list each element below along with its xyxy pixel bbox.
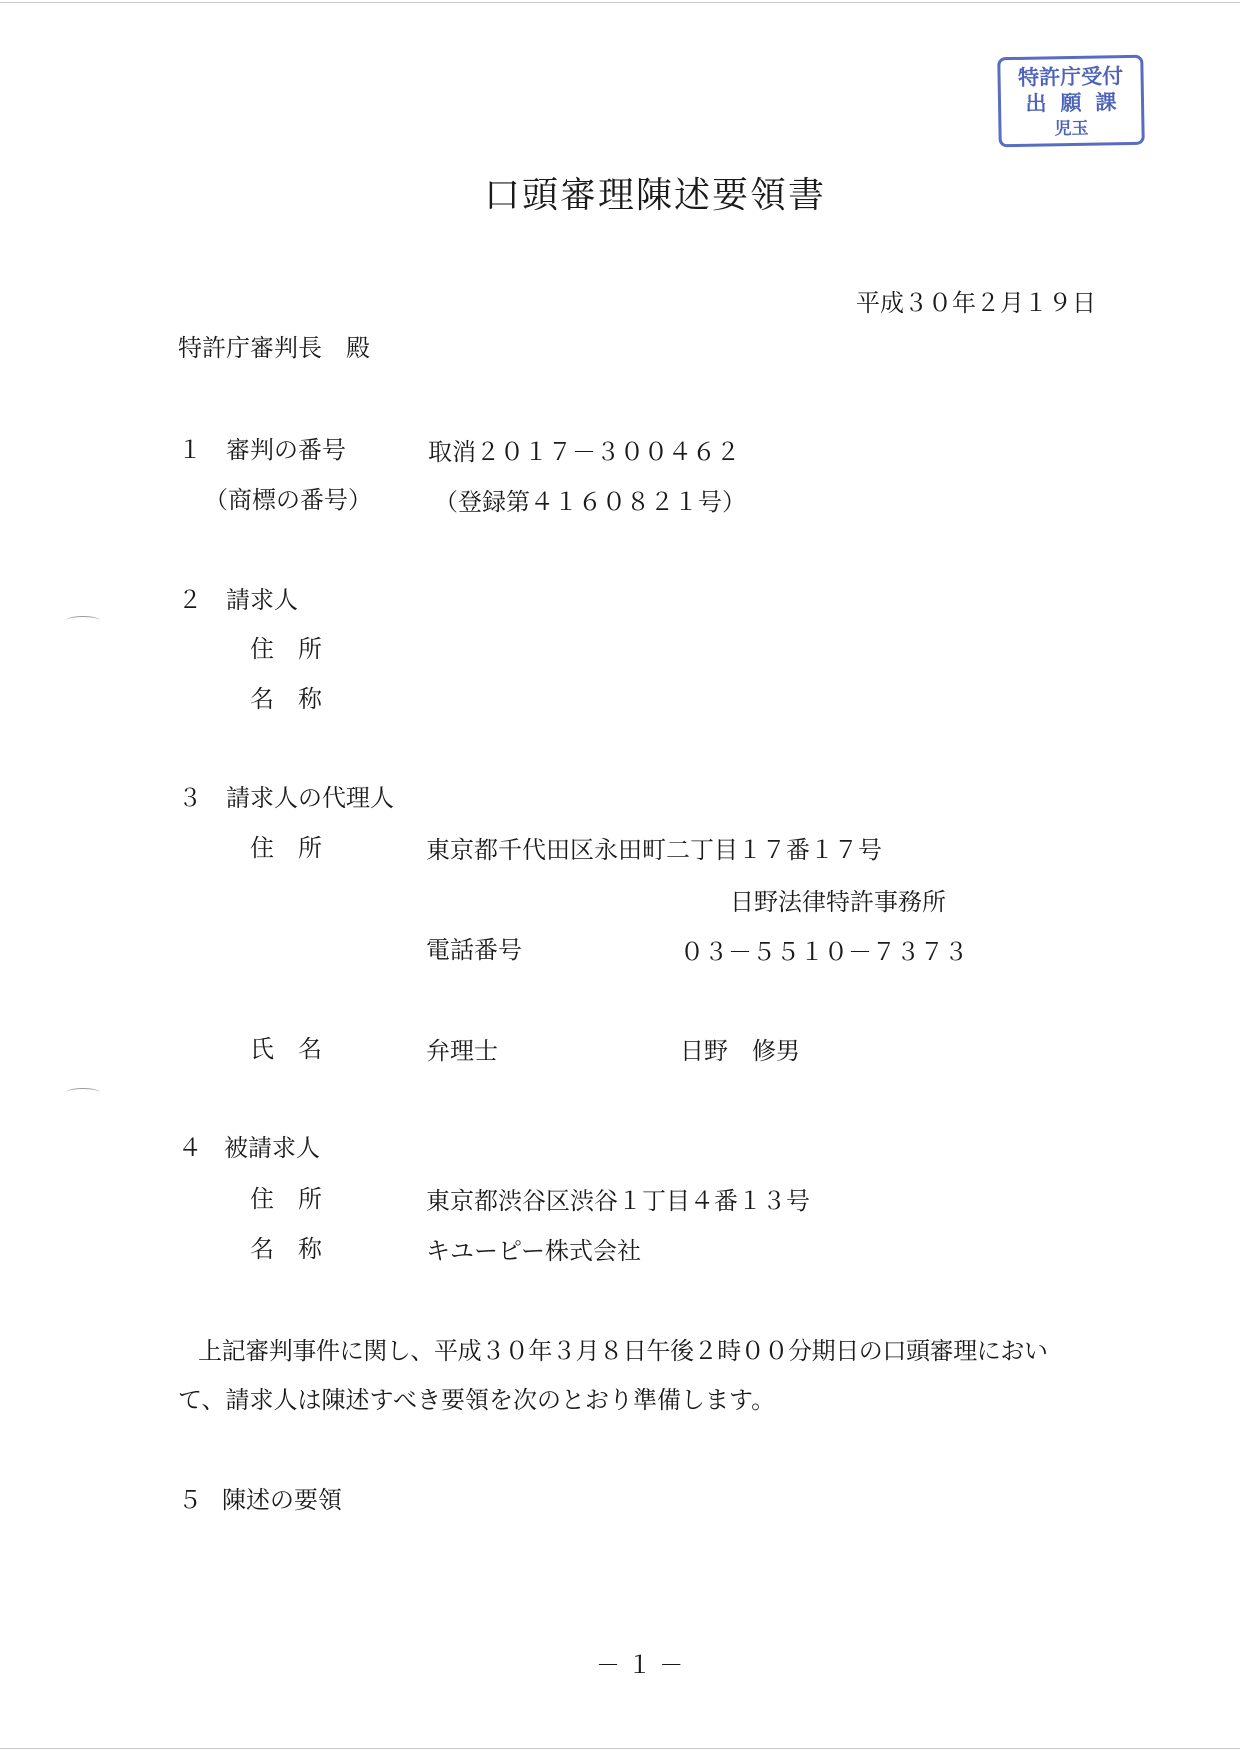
section1-label: 審判の番号 — [226, 436, 346, 464]
body-line-2: て、請求人は陳述すべき要領を次のとおり準備します。 — [178, 1386, 776, 1414]
section3-number: ３ — [178, 784, 202, 812]
agent-address-label: 住 所 — [250, 834, 322, 862]
section5-label: 陳述の要領 — [222, 1486, 342, 1514]
body-line-1: 上記審判事件に関し、平成３０年３月８日午後２時００分期日の口頭審理におい — [198, 1337, 1048, 1365]
document-title: 口頭審理陳述要領書 — [484, 175, 827, 216]
agent-phone-label: 電話番号 — [426, 936, 522, 964]
agent-phone: ０３－５５１０－７３７３ — [680, 938, 968, 966]
agent-address: 東京都千代田区永田町二丁目１７番１７号 — [426, 836, 882, 864]
agent-office: 日野法律特許事務所 — [730, 888, 946, 916]
trial-number: 取消２０１７－３００４６２ — [428, 438, 740, 466]
section4-number: ４ — [178, 1134, 202, 1162]
section2-number: ２ — [178, 586, 202, 614]
agent-name-label: 氏 名 — [250, 1035, 322, 1063]
scan-edge-top — [0, 2, 1240, 3]
section2-label: 請求人 — [226, 586, 298, 614]
requester-name-label: 名 称 — [250, 685, 322, 713]
respondent-name: キユーピー株式会社 — [426, 1237, 642, 1265]
section3-label: 請求人の代理人 — [226, 784, 394, 812]
section1-sublabel: （商標の番号） — [204, 486, 372, 514]
addressee: 特許庁審判長 殿 — [178, 334, 370, 362]
punch-mark — [66, 616, 100, 625]
section5-number: ５ — [178, 1486, 202, 1514]
stamp-line-1: 特許庁受付 — [1017, 64, 1124, 90]
respondent-name-label: 名 称 — [250, 1235, 322, 1263]
agent-name: 日野 修男 — [680, 1037, 800, 1065]
stamp-line-3: 児玉 — [1054, 118, 1089, 140]
page-number: － １ － — [596, 1651, 684, 1679]
respondent-address: 東京都渋谷区渋谷１丁目４番１３号 — [426, 1187, 810, 1215]
punch-mark — [66, 1088, 100, 1097]
scan-edge-bottom — [0, 1748, 1240, 1749]
document-date: 平成３０年２月１９日 — [856, 289, 1096, 317]
requester-address-label: 住 所 — [250, 635, 322, 663]
agent-title: 弁理士 — [426, 1037, 498, 1065]
registration-number: （登録第４１６０８２１号） — [434, 488, 746, 516]
stamp-line-2: 出願課 — [1025, 89, 1131, 116]
section1-number: １ — [178, 436, 202, 464]
reception-stamp — [997, 55, 1145, 148]
section4-label: 被請求人 — [224, 1134, 320, 1162]
respondent-address-label: 住 所 — [250, 1185, 322, 1213]
